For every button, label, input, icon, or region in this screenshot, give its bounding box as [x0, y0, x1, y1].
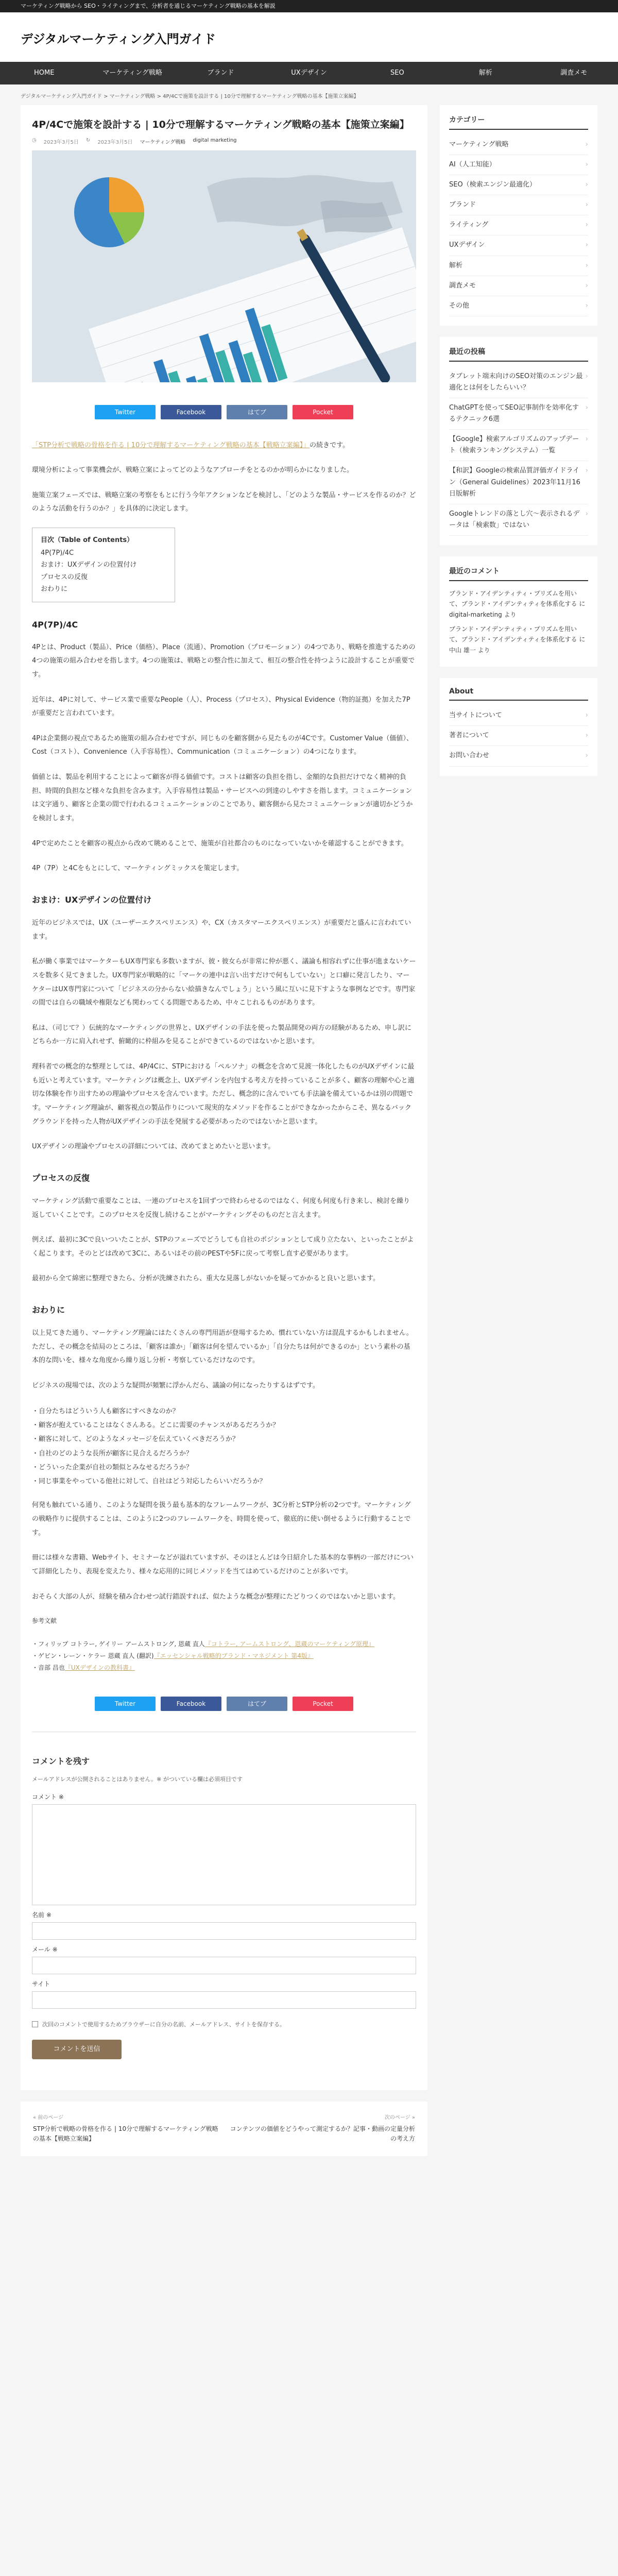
category-item[interactable]: ブランド › — [449, 195, 588, 215]
share-twitter-button[interactable]: Twitter — [95, 405, 156, 419]
share-buttons-top — [32, 405, 416, 419]
table-of-contents — [32, 528, 175, 602]
chevron-right-icon: › — [585, 435, 588, 444]
categories-widget — [440, 105, 597, 326]
name-label: 名前 ※ — [32, 1911, 52, 1919]
section-heading: おわりに — [32, 1305, 65, 1315]
paragraph: 最初から全て綿密に整理できたら、分析が洗練されたら、重大な見落しがないかを疑ってかかると良いと思います。 — [32, 1275, 380, 1283]
recent-post-item[interactable]: Googleトレンドの落とし穴～表示されるデータは「検索数」ではない › — [449, 504, 588, 536]
paragraph: 価値とは、製品を利用することによって顧客が得る価値です。コストは顧客の負担を指し、金額的な負担だけでなく精神的負担、時間的負担など様々な負担を含みます。入手容易性は製品・サービスへの到達のしやすさを指します。コミュニケーションは文字通り、顧客と企業の間で行われるコミュニケーションのことであり、顧客側から見たコミュニケーションが適切かどうかを検討します。 — [32, 773, 413, 823]
site-label: サイト — [32, 1980, 50, 1988]
prev-post-title: STP分析で戦略の骨格を作る | 10分で理解するマーケティング戦略の基本【戦略立案編】 — [33, 2125, 218, 2142]
reference-link[interactable]: 『UXデザインの教科書』 — [64, 1664, 135, 1671]
share-pocket-button[interactable]: Pocket — [293, 405, 353, 419]
list-item: ・ 顧客が抱えていることはなくさんある。どこに需要のチャンスがあるだろうか？ — [32, 1418, 416, 1432]
share-facebook-button[interactable]: Facebook — [161, 405, 221, 419]
date-updated: 2023年3月5日 — [97, 139, 133, 145]
paragraph: 4Pとは、Product（製品）、Price（価格）、Place（流通）、Promotion（プロモーション）の4つであり、戦略を推進するための4つの施策の組み合わせを指します。4つの施策は、戦略との整合性に加えて、相互の整合性を持つように設計することが重要です。 — [32, 643, 416, 679]
site-title[interactable]: デジタルマーケティング入門ガイド — [21, 32, 216, 46]
site-input[interactable] — [32, 1991, 416, 2009]
references-list: ・フィリップ コトラー, ゲイリー アームストロング, 恩蔵 直人『コトラー, アームストロング、恩蔵のマーケティング原理』 ・ゲビン・レーン・ケラー 恩蔵 直人 (翻訳)『エッセンシャル戦略的ブランド・マネジメント 第4版』 ・音部 昌也『UXデザインの教科書』 — [32, 1640, 374, 1671]
paragraph: マーケティング活動で重要なことは、一連のプロセスを1回ずつで終わらせるのではなく、何度も何度も行き来し、検討を繰り返していくことです。このプロセスを反復し続けることがマーケティングそのものだと言えます。 — [32, 1197, 410, 1219]
next-label: 次のページ » — [384, 2114, 415, 2121]
paragraph: 近年のビジネスでは、UX（ユーザーエクスペリエンス）や、CX（カスタマーエクスペリエンス）が重要だと盛んに言われています。 — [32, 919, 411, 941]
section-heading: おまけ：UXデザインの位置付け — [32, 894, 152, 905]
comment-form-title: コメントを残す — [32, 1756, 90, 1766]
name-input[interactable] — [32, 1922, 416, 1940]
comment-form-note: メールアドレスが公開されることはありません。※ がついている欄は必須項目です — [32, 1775, 243, 1783]
paragraph: 4Pは企業側の視点であるため施策の組み合わせですが、同じものを顧客側から見たものが4Cです。Customer Value（価値）、Cost（コスト）、Convenience（入手容易性）、Communication（コミュニケーション）の4つになります。 — [32, 734, 413, 756]
list-item: ・ 自分たちはどういう人も顧客にすべきなのか？ — [32, 1404, 416, 1418]
chevron-right-icon: › — [585, 161, 588, 169]
email-input[interactable] — [32, 1957, 416, 1974]
category-item[interactable]: ライティング › — [449, 215, 588, 235]
widget-title: カテゴリー — [449, 114, 588, 130]
refresh-icon: ↻ — [85, 137, 91, 143]
comment-form — [32, 1732, 416, 2059]
chevron-right-icon: › — [585, 281, 588, 290]
tag-link[interactable]: digital marketing — [193, 137, 237, 143]
category-link[interactable]: マーケティング戦略 — [140, 139, 186, 145]
nav-item-home[interactable]: HOME — [33, 69, 55, 77]
next-post-title: コンテンツの価値をどうやって測定するか？記事・動画の定量分析の考え方 — [230, 2125, 415, 2142]
about-widget — [440, 678, 597, 775]
nav-item-memo[interactable]: 調査メモ — [560, 69, 588, 77]
share-pocket-button[interactable]: Pocket — [293, 1697, 353, 1711]
widget-title: 最近の投稿 — [449, 346, 588, 362]
about-item[interactable]: お問い合わせ › — [449, 746, 588, 766]
intro-paragraph: 「STP分析で戦略の骨格を作る | 10分で理解するマーケティング戦略の基本【戦略立案編】」の続きです。 — [32, 441, 350, 449]
chevron-right-icon: › — [585, 141, 588, 148]
paragraph: 4P（7P）と4Cをもとにして、マーケティングミックスを策定します。 — [32, 865, 244, 873]
references-title: 参考文献 — [32, 1617, 57, 1625]
share-hatena-button[interactable]: はてブ — [227, 1697, 287, 1711]
chevron-right-icon: › — [585, 181, 588, 189]
toc-item[interactable]: おわりに — [41, 585, 68, 594]
list-item: ・ 自社のどのような長所が顧客に見合えるだろうか？ — [32, 1447, 416, 1461]
share-facebook-button[interactable]: Facebook — [161, 1697, 221, 1711]
paragraph: 例えば、最初に3Cで良いついたことが、STPのフェーズでどうしても自社のポジションとして成り立たない、といったことがよく起こります。そのとどは改めて3Cに、あるいはその前のPESTや5Fに戻って考察し直す必要があります。 — [32, 1236, 414, 1258]
toc-item[interactable]: 4P(7P)/4C — [41, 549, 74, 557]
list-item: ・ 顧客に対して、どのようなメッセージを伝えていくべきだろうか？ — [32, 1432, 416, 1446]
prev-post-link[interactable] — [33, 2114, 224, 2144]
share-twitter-button[interactable]: Twitter — [95, 1697, 156, 1711]
site-tagline: マーケティング戦略から SEO・ライティングまで、分析者を通じるマーケティング戦略の基本を解説 — [0, 0, 618, 12]
post-meta — [32, 138, 416, 145]
category-item[interactable]: マーケティング戦略 › — [449, 135, 588, 155]
share-hatena-button[interactable]: はてブ — [227, 405, 287, 419]
paragraph: ビジネスの現場では、次のような疑問が頻繁に浮かんだら、議論の何になったりするはずです。 — [32, 1382, 319, 1390]
email-label: メール ※ — [32, 1945, 58, 1953]
save-info-checkbox[interactable] — [32, 2021, 38, 2027]
category-item[interactable]: 解析 › — [449, 256, 588, 276]
clock-icon: ◷ — [32, 137, 37, 143]
global-nav — [0, 62, 618, 84]
list-item: ・ どういった企業が自社の類似とみなせるだろうか？ — [32, 1461, 416, 1475]
paragraph: 環境分析によって事業機会が、戦略立案によってどのようなアプローチをとるのかが明らかになりました。 — [32, 466, 354, 474]
nav-item-marketing[interactable]: マーケティング戦略 — [102, 69, 162, 77]
list-item: ・ 同じ事業をやっている他社に対して、自社はどう対応したらいいだろうか？ — [32, 1475, 416, 1488]
section-heading: プロセスの反復 — [32, 1173, 90, 1183]
chevron-right-icon: › — [585, 201, 588, 209]
sidebar — [440, 105, 597, 787]
previous-article-link[interactable]: 「STP分析で戦略の骨格を作る | 10分で理解するマーケティング戦略の基本【戦略立案編】」 — [32, 441, 310, 449]
paragraph: おそらく大部の人が、経験を積み合わせつ試行錯誤すれば、似たような概念が整理にたどりつくのではないかと思います。 — [32, 1592, 400, 1601]
toc-title: 目次（Table of Contents） — [41, 536, 134, 545]
toc-item[interactable]: おまけ：UXデザインの位置付け — [41, 561, 137, 569]
category-item[interactable]: 調査メモ › — [449, 276, 588, 296]
category-item[interactable]: UXデザイン › — [449, 235, 588, 256]
next-post-link[interactable] — [224, 2114, 415, 2144]
about-item[interactable]: 著者について › — [449, 726, 588, 746]
post-title: 4P/4Cで施策を設計する | 10分で理解するマーケティング戦略の基本【施策立案編】 — [32, 119, 409, 130]
paragraph: 4Pで定めたことを顧客の視点から改めて眺めることで、施策が自社都合のものになっていないかを確認することができます。 — [32, 839, 408, 848]
nav-item-ux[interactable]: UXデザイン — [291, 69, 327, 77]
chevron-right-icon: › — [585, 241, 588, 249]
chevron-right-icon: › — [585, 221, 588, 229]
chevron-right-icon: › — [585, 467, 588, 475]
paragraph: 私が働く事業ではマーケターもUX専門家も多数いますが、彼・彼女らが非常に仲が悪く、議論も相容れずに仕事が進まないケースを数多く見てきました。UX専門家が戦略的に「マーケの連中は言い出すだけで何もしていない」と口癖に発言したり、マーケターはUX専門家について「ビジネスの分からない絵描きなんでしょう」という風に互いに見下すような事例などです。専門家の間では自らの職域や権限なども関わってくる問題であるため、中々こじれるものがあります。 — [32, 958, 416, 1007]
prev-label: « 前のページ — [33, 2114, 64, 2121]
recent-post-item[interactable]: 【Google】検索アルゴリズムのアップデート（検索ランキングシステム）一覧 › — [449, 430, 588, 461]
toc-item[interactable]: プロセスの反復 — [41, 573, 88, 581]
widget-title: About — [449, 687, 588, 701]
reference-link[interactable]: 『コトラー, アームストロング、恩蔵のマーケティング原理』 — [204, 1640, 374, 1648]
recent-post-item[interactable]: ChatGPTを使ってSEO記事制作を効率化するテクニック6選 › — [449, 398, 588, 430]
chevron-right-icon: › — [585, 711, 588, 720]
about-item[interactable]: 当サイトについて › — [449, 706, 588, 726]
chevron-right-icon: › — [585, 732, 588, 740]
article — [21, 105, 427, 2090]
paragraph: 何発も触れている通り、このような疑問を扱う最も基本的なフレームワークが、3C分析とSTP分析の2つです。マーケティングの戦略作りに提供することは、このように2つのフレームワークを、時間を使って、徹底的に使い倒せるように行動することです。 — [32, 1501, 411, 1537]
site-header — [0, 12, 618, 62]
paragraph: 私は、（司じて？）伝統的なマーケティングの世界と、UXデザインの手法を使った製品開発の両方の経験があるため、申し訳にどちらか一方に肩入れせず、俯瞰的に枠組みを見ることができているのではないかと思います。 — [32, 1024, 411, 1046]
paragraph: 冊には様々な書籍、Webサイト、セミナーなどが溢れていますが、そのほとんどは今日紹介した基本的な事柄の一部だけについて詳細化したり、表現を変えたり、様々な応用的に同じメソッドを当てはめているだけのことが多いです。 — [32, 1554, 414, 1576]
paragraph: 理科者での概念的な整理としては、4P/4Cに、STPにおける「ペルソナ」の概念を含めて見渡一体化したものがUXデザインに最も近いと考えています。マーケティングは概念上、UXデザインを内包する考え方を持っていることが多く、顧客の理解や心と適切な体験を作り出すための理論やプロセスを含んでいます。ただし、概念的に含んでいても手法論を備えているかは別の問題です。マーケティング理論が、顧客視点の製品作りについて現実的なメソッドを作ることができなかったからこそ、異なるバックグラウンドを持った人物がUXデザインの手法を発展する必要があったのではないかと思います。 — [32, 1063, 415, 1126]
paragraph: 以上見てきた通り、マーケティング理論にはたくさんの専門用語が登場するため、慣れていない方は混乱するかもしれません。ただし、その概念を結局のところは、「顧客は誰か」「顧客は何を望んでいるか」「自分たちは何ができるのか」という素朴の基本的な問いを、様々な角度から繰り返し分析・考察しているだけなのです。 — [32, 1329, 413, 1365]
chevron-right-icon: › — [585, 752, 588, 760]
chevron-right-icon: › — [585, 510, 588, 518]
save-info-row — [32, 2020, 416, 2028]
recent-comment-item[interactable]: ブランド・アイデンティティ・プリズムを用いて、ブランド・アイデンティティを体系化する に digital-marketing より — [449, 589, 586, 618]
category-item[interactable]: SEO（検索エンジン最適化） › — [449, 175, 588, 195]
paragraph: UXデザインの理論やプロセスの詳細については、改めてまとめたいと思います。 — [32, 1143, 275, 1151]
recent-post-item[interactable]: タブレット端末向けのSEO対策のエンジン最適化とは何をしたらいい？ › — [449, 367, 588, 398]
save-info-label: 次回のコメントで使用するためブラウザーに自分の名前、メールアドレス、サイトを保存する。 — [42, 2021, 286, 2028]
recent-posts-widget — [440, 337, 597, 545]
eyecatch-illustration — [32, 150, 416, 382]
chevron-right-icon: › — [585, 301, 588, 310]
comment-label: コメント ※ — [32, 1793, 64, 1801]
category-item[interactable]: AI（人工知能） › — [449, 155, 588, 175]
recent-comment-item[interactable]: ブランド・アイデンティティ・プリズムを用いて、ブランド・アイデンティティを体系化する に 中山 雄一 より — [449, 625, 586, 654]
category-item[interactable]: その他 › — [449, 296, 588, 316]
comment-textarea[interactable] — [32, 1804, 416, 1905]
nav-item-brand[interactable]: ブランド — [207, 69, 234, 77]
paragraph: 施策立案フェーズでは、戦略立案の考察をもとに行う今年アクションなどを検討し、「どのような製品・サービスを作るのか？どのような活動を行うのか？」を具体的に決定します。 — [32, 491, 416, 513]
paragraph: 近年は、4Pに対して、サービス業で重要なPeople（人）、Process（プロセス）、Physical Evidence（物的証拠）を加えた7Pが重要だと言われています。 — [32, 696, 410, 718]
reference-link[interactable]: 『エッセンシャル戦略的ブランド・マネジメント 第4版』 — [153, 1652, 314, 1659]
recent-comments-widget — [440, 556, 597, 667]
chevron-right-icon: › — [585, 372, 588, 380]
date-published: 2023年3月5日 — [43, 139, 79, 145]
share-buttons-bottom — [32, 1697, 416, 1711]
post-pager — [21, 2102, 427, 2156]
chevron-right-icon: › — [585, 261, 588, 269]
widget-title: 最近のコメント — [449, 566, 588, 581]
question-list — [32, 1404, 416, 1489]
nav-item-analysis[interactable]: 解析 — [478, 69, 492, 77]
recent-post-item[interactable]: 【和訳】Googleの検索品質評価ガイドライン（General Guidelines）2023年11月16日版解析 › — [449, 461, 588, 504]
chevron-right-icon: › — [585, 404, 588, 412]
article-body — [32, 439, 416, 1674]
section-heading: 4P(7P)/4C — [32, 619, 78, 630]
breadcrumb[interactable]: デジタルマーケティング入門ガイド > マーケティング戦略 > 4P/4Cで施策を設計する | 10分で理解するマーケティング戦略の基本【施策立案編】 — [21, 94, 359, 99]
eyecatch-image — [32, 150, 416, 382]
submit-comment-button[interactable]: コメントを送信 — [32, 2040, 122, 2059]
nav-item-seo[interactable]: SEO — [390, 69, 404, 77]
